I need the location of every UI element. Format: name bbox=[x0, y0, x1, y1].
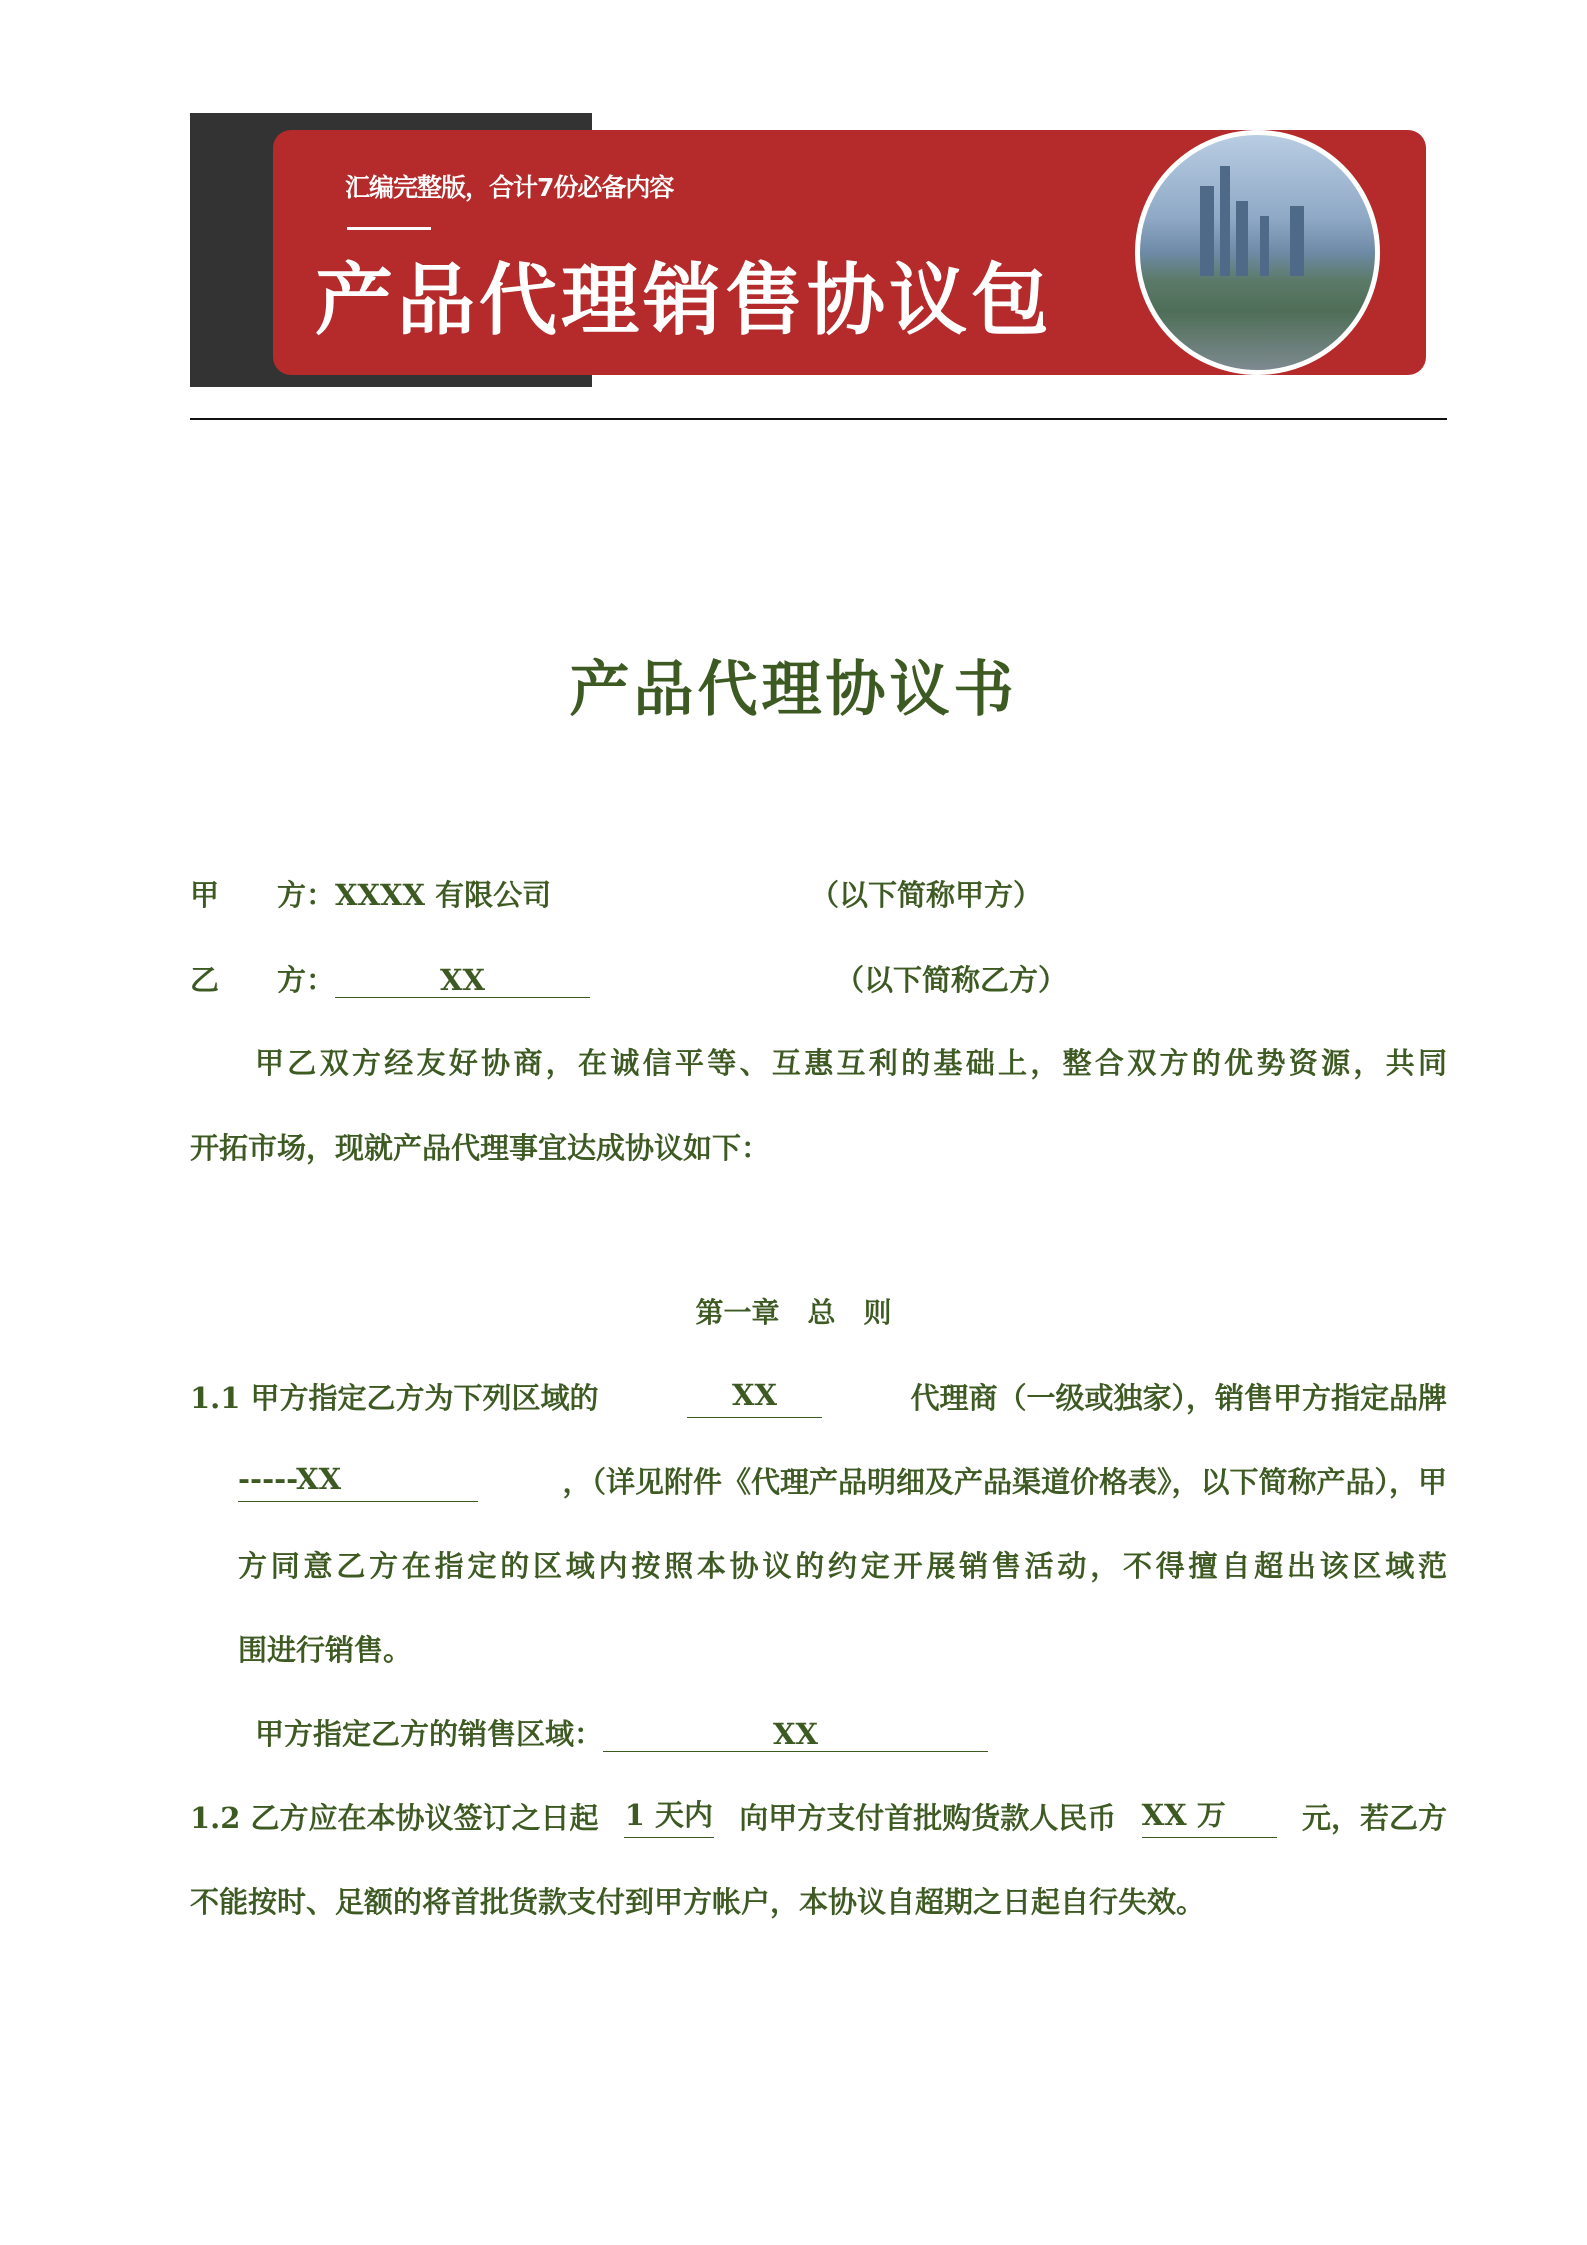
clause-1-1-line-3: 方同意乙方在指定的区域内按照本协议的约定开展销售活动，不得擅自超出该区域范 bbox=[238, 1549, 1447, 1583]
party-b-line bbox=[190, 960, 1447, 1000]
party-a-line bbox=[190, 875, 1447, 915]
clause-1-1-line-1 bbox=[190, 1378, 1447, 1418]
sales-region-line bbox=[255, 1714, 1512, 1754]
party-a-note: （以下简称甲方） bbox=[810, 878, 1043, 912]
banner-title: 产品代理销售协议包 bbox=[315, 256, 1054, 346]
intro-line-1: 甲乙双方经友好协商，在诚信平等、互惠互利的基础上，整合双方的优势资源，共同 bbox=[255, 1046, 1447, 1080]
city-skyline-image bbox=[1135, 130, 1380, 375]
clause-1-2-line-1 bbox=[190, 1798, 1447, 1838]
party-a-value: XXXX 有限公司 bbox=[335, 878, 552, 912]
sales-region-value: XX bbox=[603, 1717, 988, 1752]
party-b-label: 乙 方： bbox=[190, 963, 336, 997]
party-b-value: XX bbox=[335, 963, 590, 998]
sales-region-label: 甲方指定乙方的销售区域： bbox=[255, 1717, 604, 1751]
payment-amount-blank: XX 万 bbox=[1142, 1798, 1277, 1838]
header-rule bbox=[190, 418, 1447, 420]
payment-days-blank: 1 天内 bbox=[624, 1798, 714, 1838]
clause-text: 1.2 乙方应在本协议签订之日起 bbox=[190, 1801, 599, 1835]
intro-line-2: 开拓市场，现就产品代理事宜达成协议如下： bbox=[190, 1131, 771, 1165]
party-b-note: （以下简称乙方） bbox=[835, 963, 1068, 997]
clause-1-1-line-4: 围进行销售。 bbox=[238, 1633, 413, 1667]
chapter-heading: 第一章 总 则 bbox=[695, 1296, 892, 1329]
document-title: 产品代理协议书 bbox=[569, 655, 1018, 725]
banner-divider bbox=[347, 227, 431, 230]
brand-blank: -----XX bbox=[238, 1462, 478, 1502]
banner-subtitle: 汇编完整版，合计7份必备内容 bbox=[345, 173, 674, 202]
clause-1-2-line-2: 不能按时、足额的将首批货款支付到甲方帐户，本协议自超期之日起自行失效。 bbox=[190, 1885, 1206, 1919]
clause-text: ，（详见附件《代理产品明细及产品渠道价格表》，以下简称产品），甲 bbox=[562, 1465, 1447, 1499]
clause-text: 1.1 甲方指定乙方为下列区域的 bbox=[190, 1381, 599, 1415]
clause-text: 向甲方支付首批购货款人民币 bbox=[739, 1801, 1117, 1835]
party-a-label: 甲 方： bbox=[190, 878, 336, 912]
clause-text: 元，若乙方 bbox=[1301, 1801, 1447, 1835]
clause-1-1-line-2 bbox=[238, 1462, 1447, 1502]
clause-text: 代理商（一级或独家），销售甲方指定品牌 bbox=[910, 1381, 1447, 1415]
agent-level-blank: XX bbox=[687, 1378, 822, 1418]
